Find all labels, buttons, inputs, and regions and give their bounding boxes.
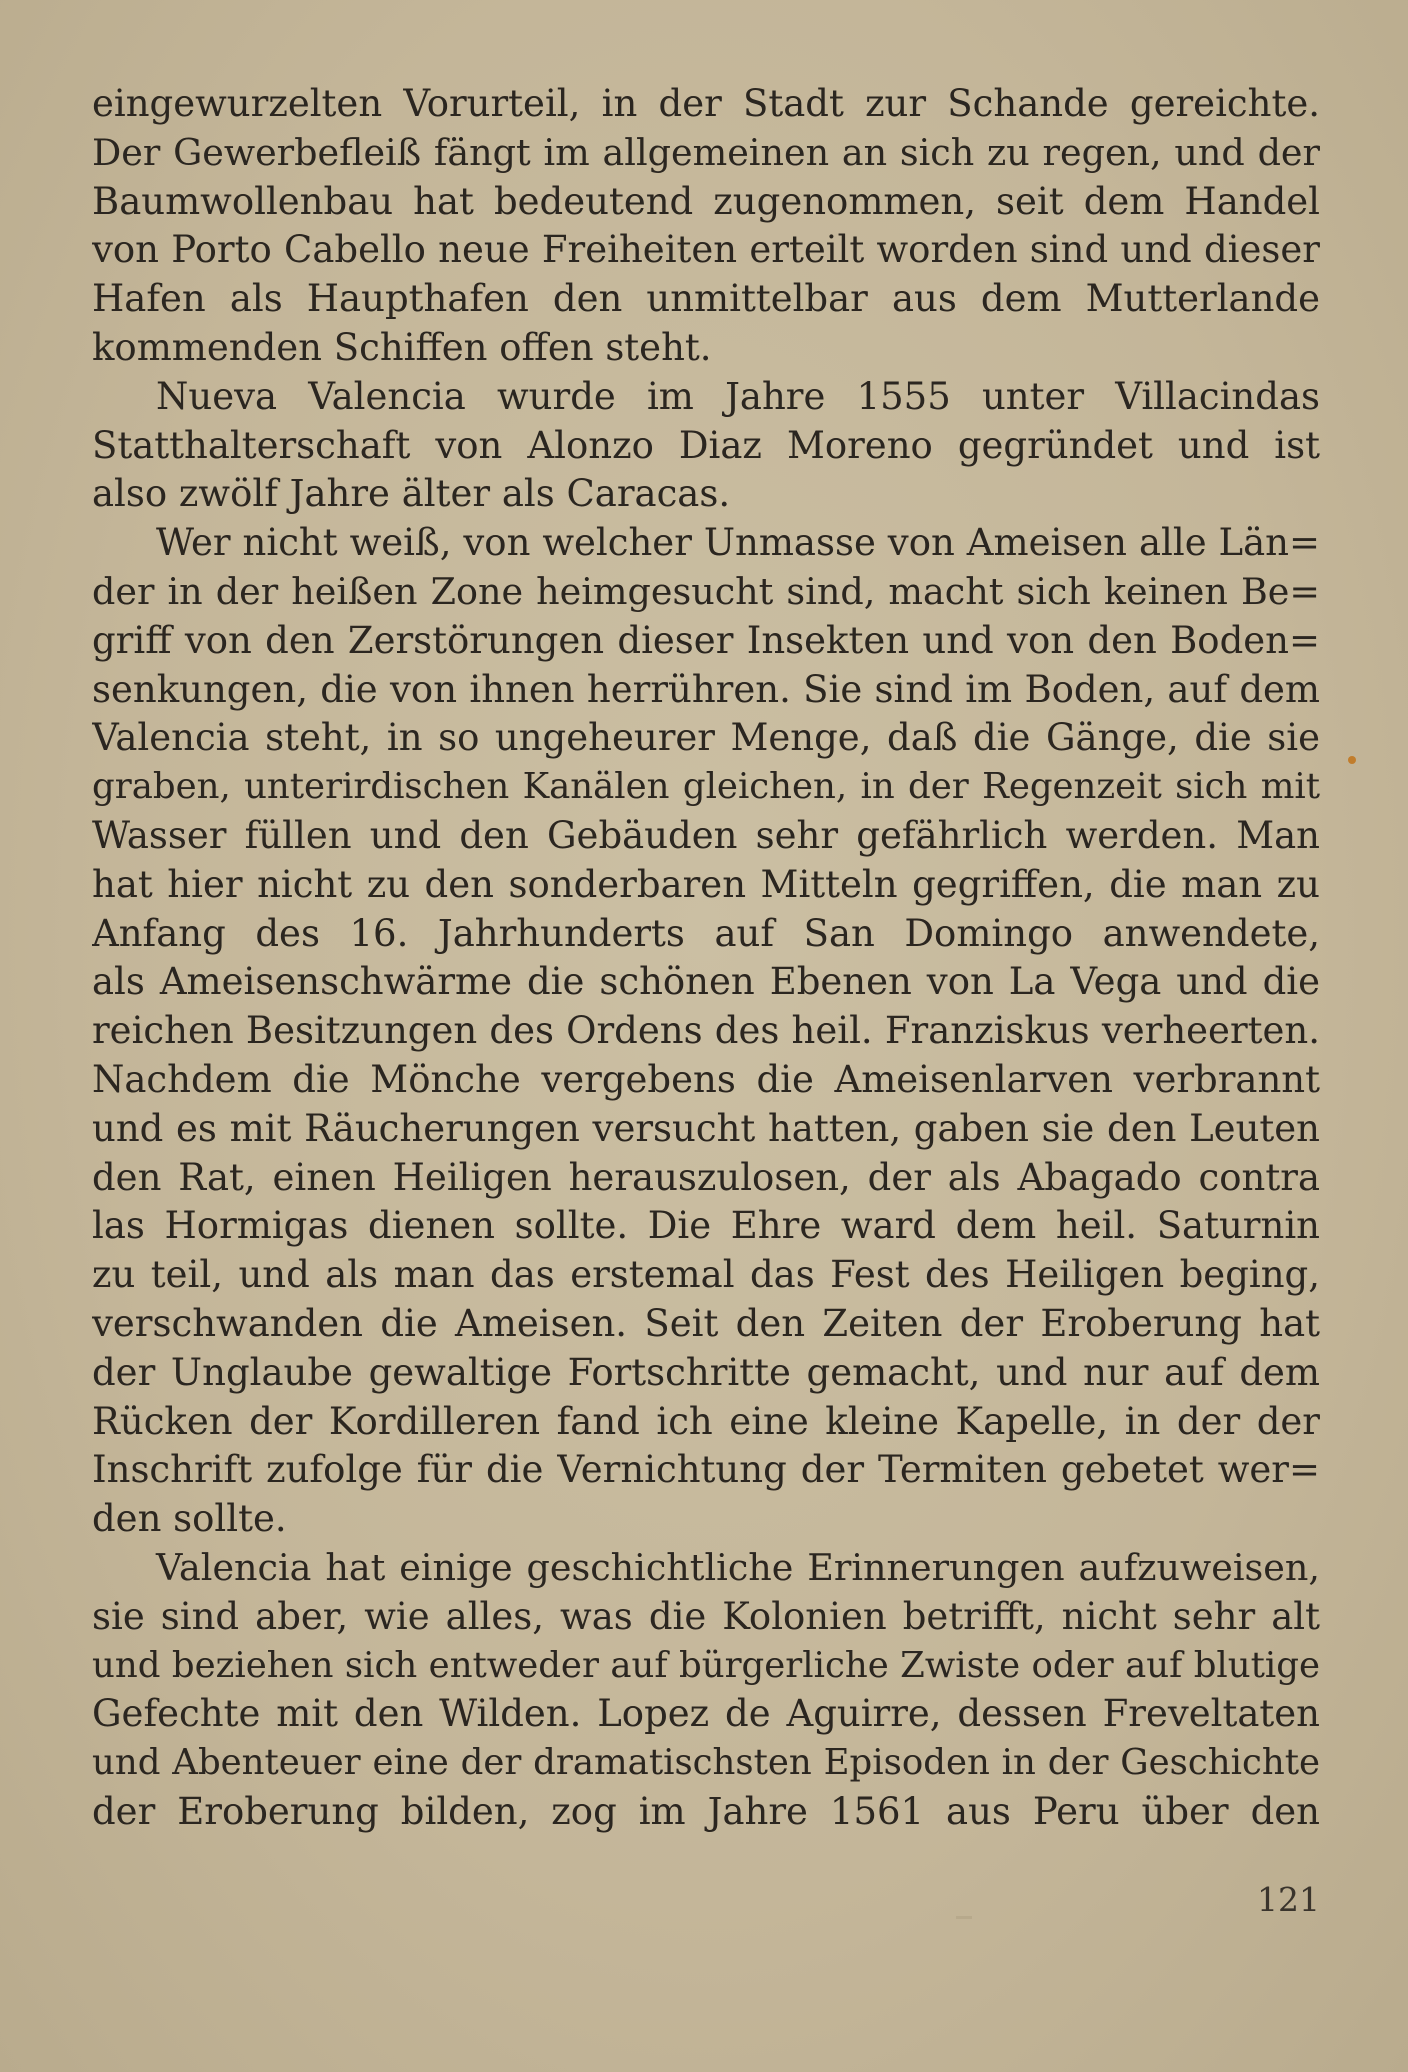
text-line: also zwölf Jahre älter als Caracas. [92, 472, 731, 516]
text-line: sie sind aber, wie alles, was die Kolonien betrifft, nicht sehr alt [92, 1594, 1320, 1638]
text-line: und Abenteuer eine der dramatischsten Episoden in der Geschichte [92, 1742, 1320, 1784]
text-line: Der Gewerbefleiß fängt im allgemeinen an sich zu regen, und der [92, 130, 1320, 174]
text-line: eingewurzelten Vorurteil, in der Stadt zur Schande gereichte. [92, 82, 1320, 125]
text-line: Nachdem die Mönche vergebens die Ameisenlarven verbrannt [92, 1057, 1320, 1101]
text-line: und beziehen sich entweder auf bürgerliche Zwiste oder auf blutige [92, 1644, 1320, 1686]
paper-speck [1348, 756, 1356, 764]
text-line: las Hormigas dienen sollte. Die Ehre ward dem heil. Saturnin [92, 1204, 1320, 1248]
text-line: Gefechte mit den Wilden. Lopez de Aguirre, dessen Freveltaten [92, 1692, 1320, 1736]
text-line: der in der heißen Zone heimgesucht sind, macht sich keinen Be= [92, 569, 1320, 613]
text-line: reichen Besitzungen des Ordens des heil. Franziskus verheerten. [92, 1009, 1320, 1053]
text-line: griff von den Zerstörungen dieser Insekten und von den Boden= [92, 618, 1320, 662]
text-line: Anfang des 16. Jahrhunderts auf San Domingo anwendete, [92, 911, 1320, 955]
text-line: zu teil, und als man das erstemal das Fest des Heiligen beging, [92, 1253, 1320, 1297]
text-line: senkungen, die von ihnen herrühren. Sie sind im Boden, auf dem [92, 667, 1320, 711]
page-number: 121 [1257, 1880, 1320, 1919]
text-line: Baumwollenbau hat bedeutend zugenommen, seit dem Handel [92, 179, 1320, 223]
text-line: Rücken der Kordilleren fand ich eine kleine Kapelle, in der der [92, 1399, 1320, 1443]
text-line: den sollte. [92, 1497, 287, 1541]
text-line: Hafen als Haupthafen den unmittelbar aus dem Mutterlande [92, 277, 1320, 321]
text-line: der Unglaube gewaltige Fortschritte gemacht, und nur auf dem [92, 1350, 1320, 1394]
text-line: kommenden Schiffen offen steht. [92, 325, 712, 369]
text-line: Inschrift zufolge für die Vernichtung der Termiten gebetet wer= [92, 1448, 1320, 1492]
text-line: den Rat, einen Heiligen herauszulosen, der als Abagado contra [92, 1155, 1320, 1199]
body-text [92, 80, 1320, 1837]
text-line: der Eroberung bilden, zog im Jahre 1561 aus Peru über den [92, 1789, 1320, 1833]
text-line: Valencia steht, in so ungeheurer Menge, daß die Gänge, die sie [92, 716, 1320, 760]
text-line: hat hier nicht zu den sonderbaren Mitteln gegriffen, die man zu [92, 862, 1320, 906]
text-line: als Ameisenschwärme die schönen Ebenen von La Vega und die [92, 960, 1320, 1004]
text-line: Wer nicht weiß, von welcher Unmasse von Ameisen alle Län= [156, 521, 1320, 565]
text-line: und es mit Räucherungen versucht hatten, gaben sie den Leuten [92, 1106, 1320, 1150]
text-line: Statthalterschaft von Alonzo Diaz Moreno gegründet und ist [92, 423, 1320, 467]
text-line: graben, unterirdischen Kanälen gleichen, in der Regenzeit sich mit [92, 766, 1320, 808]
paper-smudge [956, 1916, 972, 1919]
text-line: Wasser füllen und den Gebäuden sehr gefährlich werden. Man [92, 813, 1320, 857]
text-line: verschwanden die Ameisen. Seit den Zeiten der Eroberung hat [92, 1301, 1320, 1345]
text-line: Valencia hat einige geschichtliche Erinnerungen aufzuweisen, [156, 1545, 1320, 1589]
text-line: Nueva Valencia wurde im Jahre 1555 unter Villacindas [156, 374, 1320, 418]
text-line: von Porto Cabello neue Freiheiten erteilt worden sind und dieser [92, 228, 1320, 272]
